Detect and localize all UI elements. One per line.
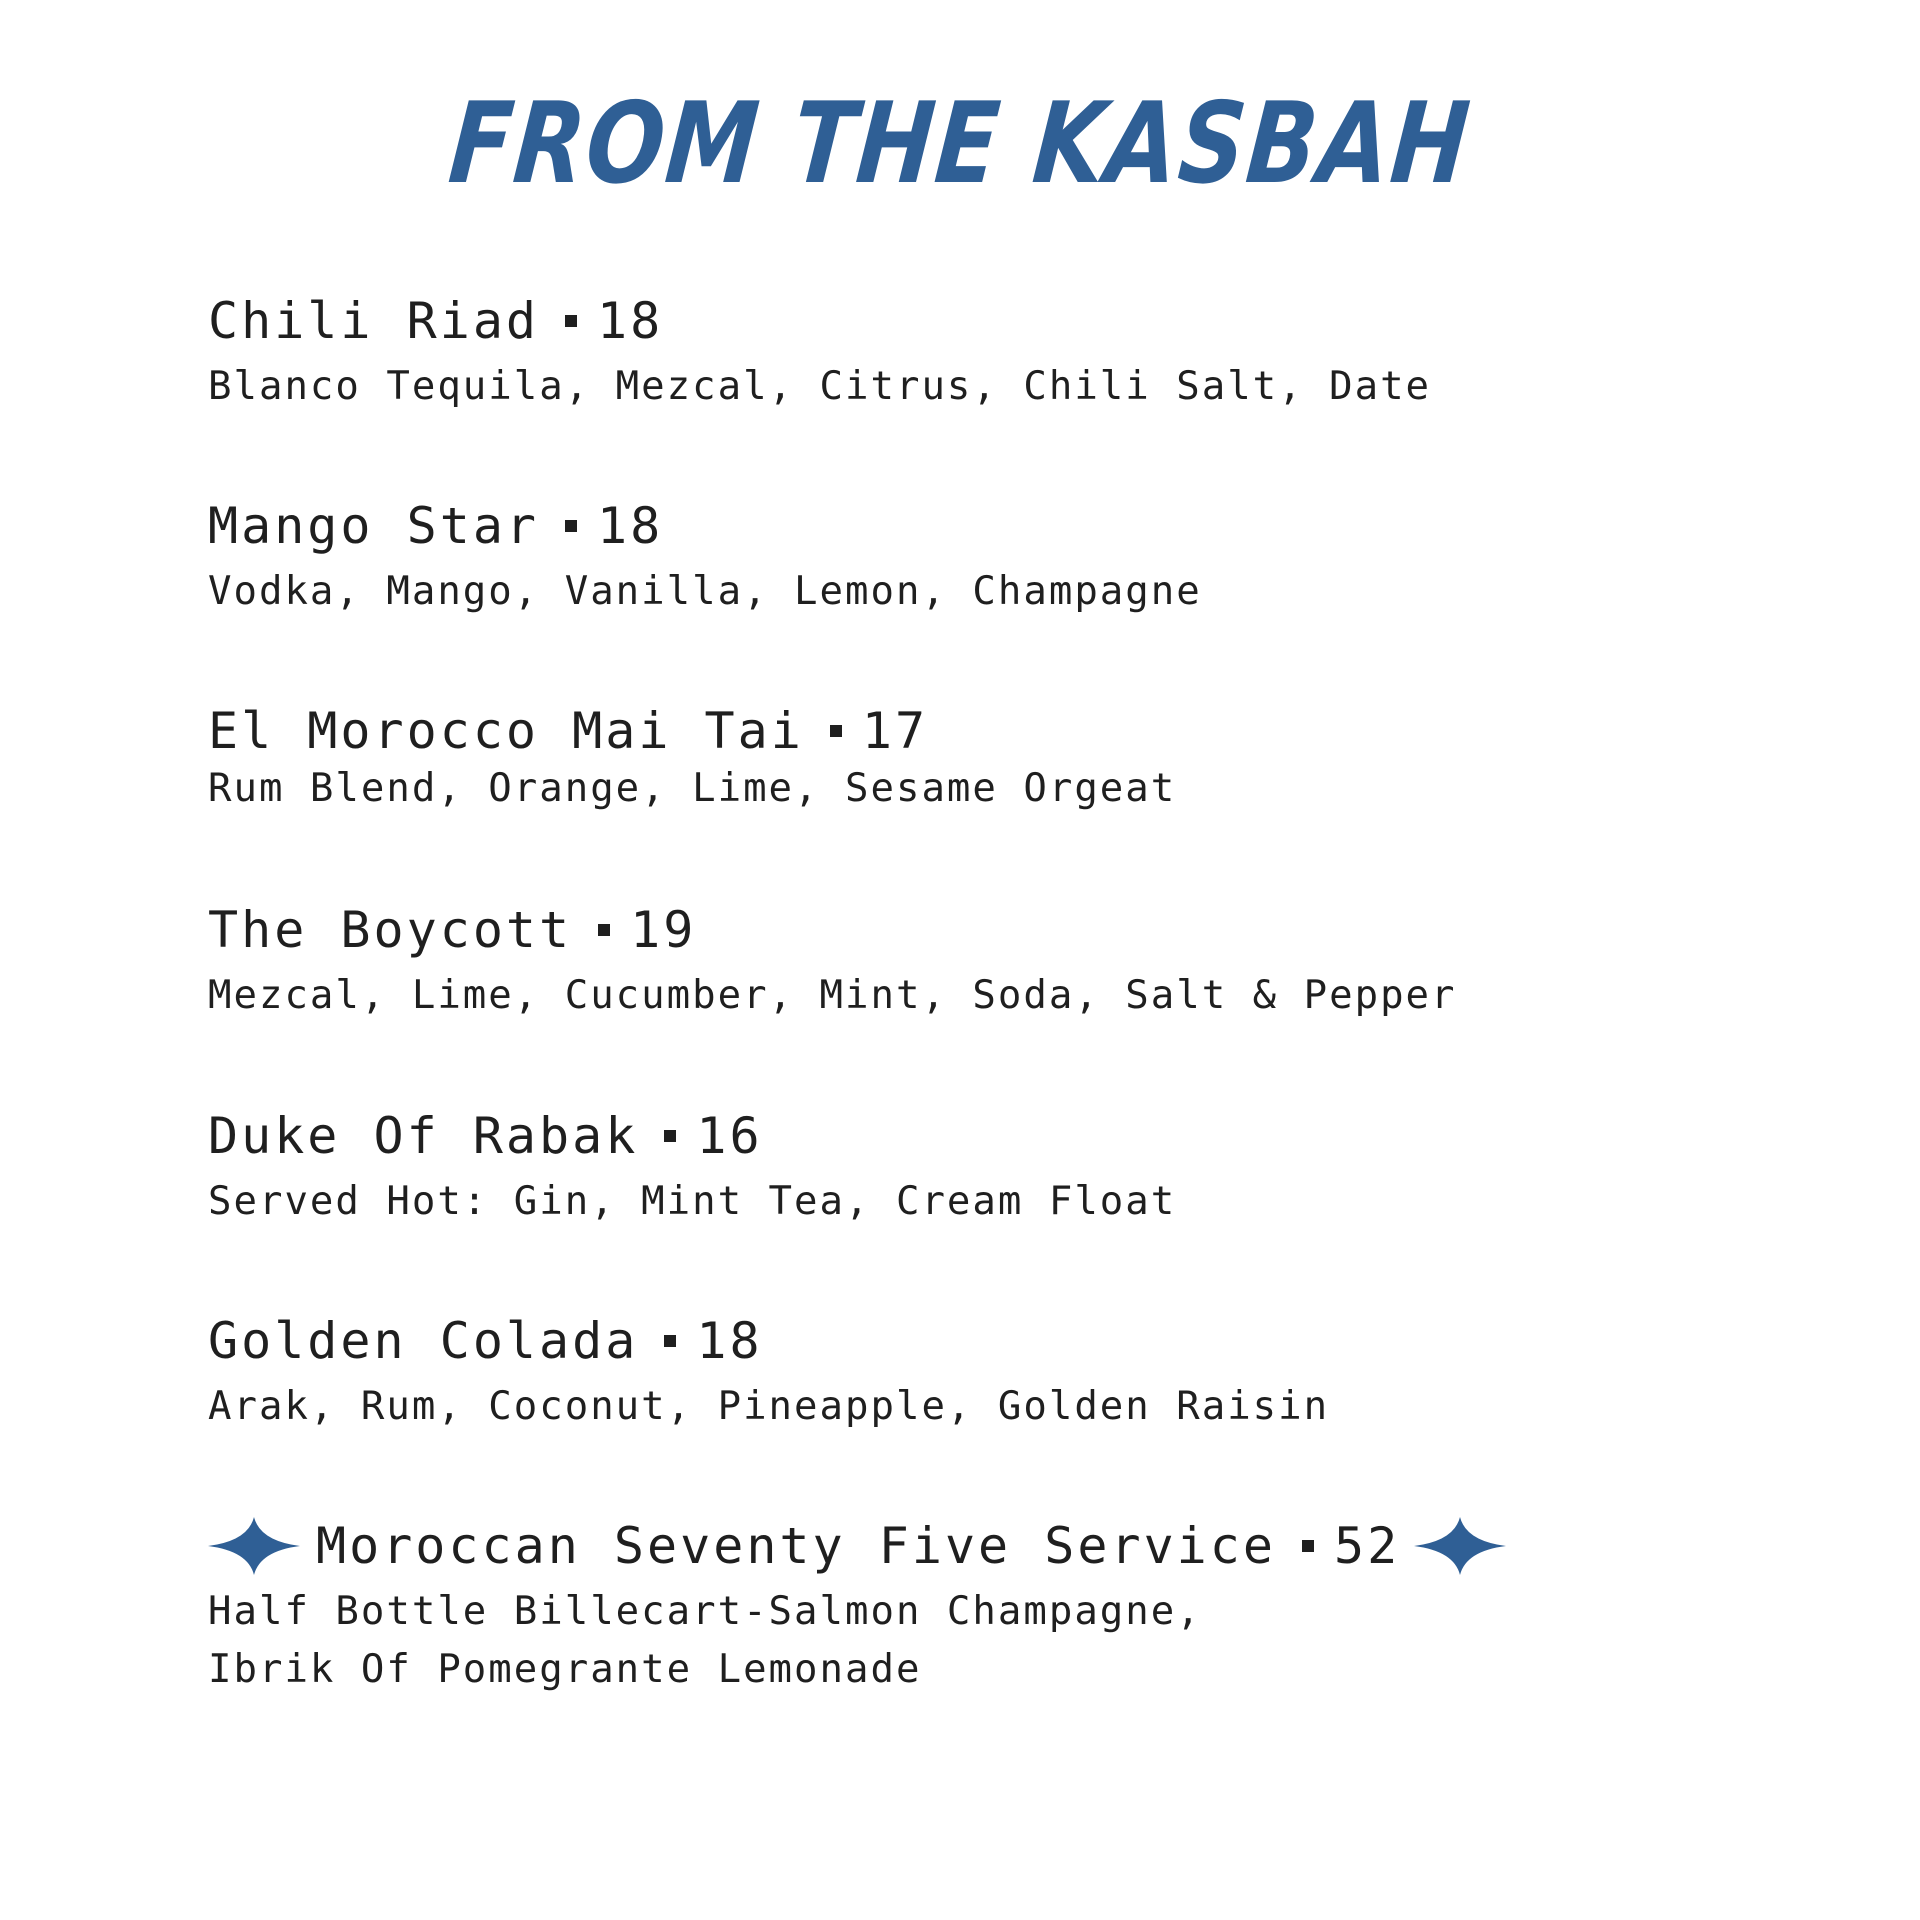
menu-item-price: 18 <box>597 497 664 555</box>
menu-item-heading <box>208 1107 1768 1165</box>
menu-item-mango-star <box>208 497 1768 621</box>
menu-item-name: Chili Riad <box>208 292 540 350</box>
menu-item-name: Moroccan Seventy Five Service <box>316 1517 1276 1575</box>
four-point-star-icon <box>1414 1517 1506 1575</box>
menu-title: FROM THE KASBAH <box>444 79 1476 209</box>
bullet-separator <box>664 1335 676 1347</box>
menu-item-the-boycott <box>208 901 1768 1025</box>
menu-item-description-line-1: Half Bottle Billecart-Salmon Champagne, <box>208 1589 1202 1634</box>
menu-item-heading <box>208 292 1768 350</box>
bullet-separator <box>1302 1540 1314 1552</box>
menu-item-name: The Boycott <box>208 901 573 959</box>
menu-item-description-line-2: Ibrik Of Pomegrante Lemonade <box>208 1647 922 1692</box>
menu-item-description: Served Hot: Gin, Mint Tea, Cream Float <box>208 1179 1177 1224</box>
menu-item-price: 16 <box>696 1107 763 1165</box>
bullet-separator <box>565 315 577 327</box>
menu-item-heading <box>208 702 1768 760</box>
menu-item-description: Rum Blend, Orange, Lime, Sesame Orgeat <box>208 766 1177 811</box>
menu-item-description: Arak, Rum, Coconut, Pineapple, Golden Raisin <box>208 1384 1330 1429</box>
menu-item-description: Vodka, Mango, Vanilla, Lemon, Champagne <box>208 569 1202 614</box>
four-point-star-icon <box>208 1517 300 1575</box>
menu-item-name: El Morocco Mai Tai <box>208 702 804 760</box>
menu-item-golden-colada <box>208 1312 1768 1436</box>
menu-item-name: Duke Of Rabak <box>208 1107 639 1165</box>
bullet-separator <box>830 725 842 737</box>
menu-item-chili-riad <box>208 292 1768 416</box>
bullet-separator <box>664 1130 676 1142</box>
menu-item-duke-of-rabak <box>208 1107 1768 1231</box>
menu-item-heading <box>208 1312 1768 1370</box>
menu-item-description: Blanco Tequila, Mezcal, Citrus, Chili Salt, Date <box>208 364 1432 409</box>
menu-item-price: 52 <box>1333 1517 1401 1575</box>
bullet-separator <box>565 520 577 532</box>
menu-item-name: Golden Colada <box>208 1312 639 1370</box>
menu-item-name: Mango Star <box>208 497 540 555</box>
bullet-separator <box>598 924 610 936</box>
menu-item-price: 17 <box>861 702 929 760</box>
menu-item-price: 18 <box>597 292 664 350</box>
menu-item-featured <box>208 1517 1768 1699</box>
menu-item-price: 19 <box>630 901 697 959</box>
menu-item-heading <box>208 901 1768 959</box>
menu-item-heading <box>208 497 1768 555</box>
menu-item-description: Mezcal, Lime, Cucumber, Mint, Soda, Salt & Pepper <box>208 973 1457 1018</box>
menu-item-price: 18 <box>696 1312 763 1370</box>
menu-item-heading <box>208 1517 1768 1575</box>
menu-item-el-morocco-mai-tai <box>208 702 1768 818</box>
